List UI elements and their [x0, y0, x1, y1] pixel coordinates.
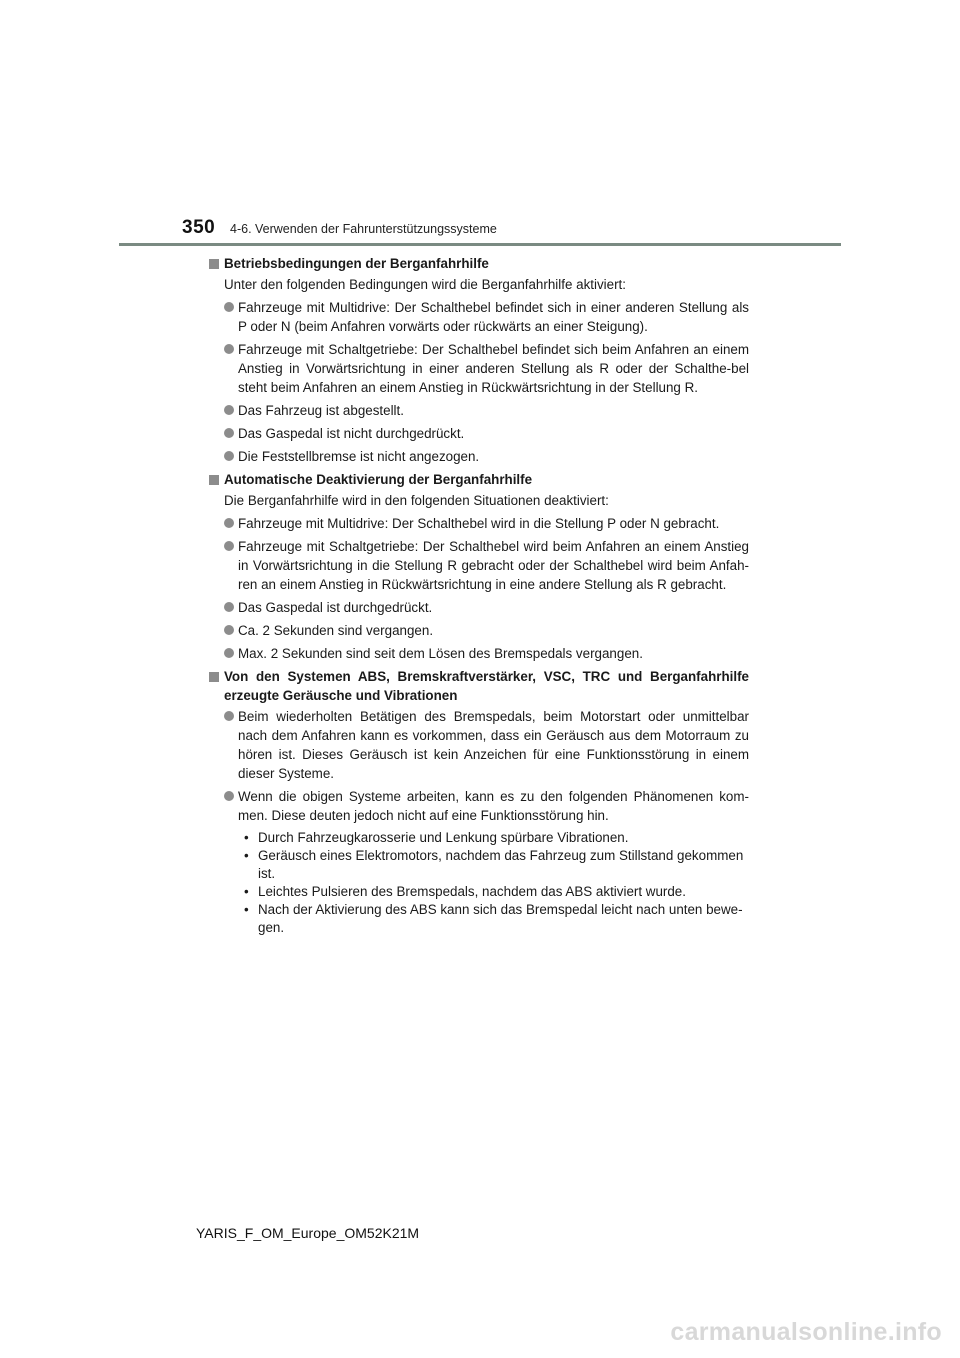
list-item — [209, 514, 749, 533]
dot-marker-icon: • — [244, 902, 249, 917]
list-item-text: Das Gaspedal ist nicht durchgedrückt. — [238, 426, 465, 441]
dot-marker-icon: • — [244, 848, 249, 863]
list-item-text: Fahrzeuge mit Schaltgetriebe: Der Schalthebel wird beim Anfahren an einem Anstieg in Vorwärtsrichtung in die Stellung R gebracht oder der Schalthebel wird beim Anfah-ren an einem Anstieg in Rückwärtsrichtung in eine andere Stellung als R gebracht. — [238, 539, 749, 592]
list-item-text: Das Fahrzeug ist abgestellt. — [238, 403, 404, 418]
section-automatic-deactivation — [209, 470, 749, 663]
list-item — [209, 621, 749, 640]
list-item — [209, 598, 749, 617]
list-item — [209, 537, 749, 594]
sub-list-item — [238, 901, 749, 937]
circle-bullet-icon — [224, 711, 234, 721]
section-noises-and-vibrations — [209, 667, 749, 937]
sub-list — [209, 829, 749, 937]
section-title-text: Automatische Deaktivierung der Berganfahrhilfe — [224, 472, 533, 487]
list-item — [209, 787, 749, 825]
page-number: 350 — [182, 217, 216, 238]
sub-list-item — [238, 847, 749, 883]
square-bullet-icon — [209, 672, 219, 682]
sub-list-item — [238, 829, 749, 847]
list-item-text: Das Gaspedal ist durchgedrückt. — [238, 600, 433, 615]
section-intro: Die Berganfahrhilfe wird in den folgenden Situationen deaktiviert: — [224, 493, 609, 508]
list-item — [209, 298, 749, 336]
circle-bullet-icon — [224, 625, 234, 635]
square-bullet-icon — [209, 259, 219, 269]
section-title-text: Betriebsbedingungen der Berganfahrhilfe — [224, 256, 489, 271]
section-title — [209, 470, 749, 489]
section-intro: Unter den folgenden Bedingungen wird die Berganfahrhilfe aktiviert: — [224, 277, 626, 292]
circle-bullet-icon — [224, 791, 234, 801]
list-item-text: Fahrzeuge mit Multidrive: Der Schalthebel befindet sich in einer anderen Stellung als P oder N (beim Anfahren vorwärts oder rückwärts an einer Steigung). — [238, 300, 749, 334]
sub-list-item — [238, 883, 749, 901]
section-title — [209, 667, 749, 705]
list-item — [209, 447, 749, 466]
square-bullet-icon — [209, 475, 219, 485]
list-item-text: Wenn die obigen Systeme arbeiten, kann es zu den folgenden Phänomenen kom-men. Diese deuten jedoch nicht auf eine Funktionsstörung hin. — [238, 789, 749, 823]
list-item — [209, 644, 749, 663]
sub-list-item-text: Nach der Aktivierung des ABS kann sich das Bremspedal leicht nach unten bewe-gen. — [258, 902, 743, 935]
list-item — [209, 424, 749, 443]
page-content — [209, 254, 749, 941]
header-rule — [119, 243, 841, 246]
circle-bullet-icon — [224, 405, 234, 415]
circle-bullet-icon — [224, 541, 234, 551]
sub-list-item-text: Leichtes Pulsieren des Bremspedals, nachdem das ABS aktiviert wurde. — [258, 884, 686, 899]
section-title-text: Von den Systemen ABS, Bremskraftverstärker, VSC, TRC und Berganfahrhilfe erzeugte Geräusche und Vibrationen — [224, 669, 749, 703]
sub-list-item-text: Geräusch eines Elektromotors, nachdem das Fahrzeug zum Stillstand gekommen ist. — [258, 848, 744, 881]
dot-marker-icon: • — [244, 830, 249, 845]
watermark-link[interactable]: carmanualsonline.info — [670, 1318, 942, 1346]
list-item — [209, 401, 749, 420]
list-item-text: Fahrzeuge mit Schaltgetriebe: Der Schalthebel befindet sich beim Anfahren an einem Anstieg in Vorwärtsrichtung in einer anderen Stellung als R oder der Schalthe-bel steht beim Anfahren an einem Anstieg in Rückwärtsrichtung in der Stellung R. — [238, 342, 749, 395]
list-item-text: Fahrzeuge mit Multidrive: Der Schalthebel wird in die Stellung P oder N gebracht. — [238, 516, 720, 531]
circle-bullet-icon — [224, 602, 234, 612]
list-item-text: Max. 2 Sekunden sind seit dem Lösen des Bremspedals vergangen. — [238, 646, 643, 661]
circle-bullet-icon — [224, 302, 234, 312]
circle-bullet-icon — [224, 428, 234, 438]
list-item-text: Ca. 2 Sekunden sind vergangen. — [238, 623, 434, 638]
dot-marker-icon: • — [244, 884, 249, 899]
section-title — [209, 254, 749, 273]
footer-doc-id: YARIS_F_OM_Europe_OM52K21M — [196, 1225, 420, 1241]
list-item-text: Beim wiederholten Betätigen des Bremspedals, beim Motorstart oder unmittelbar nach dem Anfahren kann es vorkommen, dass ein Geräusch aus dem Motorraum zu hören ist. Dieses Geräusch ist kein Anzeichen für eine Funktionsstörung in einem dieser Systeme. — [238, 709, 749, 781]
list-item-text: Die Feststellbremse ist nicht angezogen. — [238, 449, 480, 464]
section-header: 4-6. Verwenden der Fahrunterstützungssysteme — [230, 222, 497, 236]
list-item — [209, 707, 749, 783]
sub-list-item-text: Durch Fahrzeugkarosserie und Lenkung spürbare Vibrationen. — [258, 830, 629, 845]
section-operating-conditions — [209, 254, 749, 466]
circle-bullet-icon — [224, 451, 234, 461]
circle-bullet-icon — [224, 648, 234, 658]
circle-bullet-icon — [224, 344, 234, 354]
circle-bullet-icon — [224, 518, 234, 528]
list-item — [209, 340, 749, 397]
